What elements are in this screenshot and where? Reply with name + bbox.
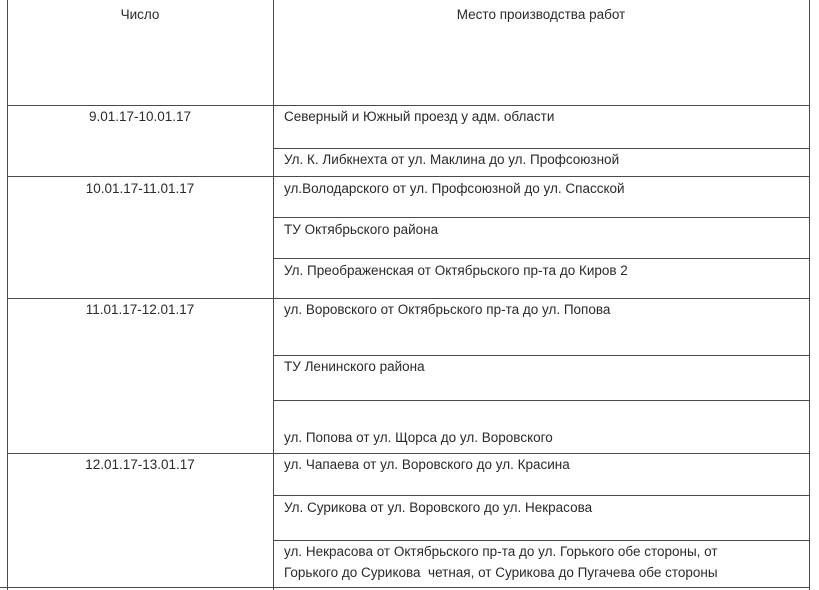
group-divider: [7, 298, 810, 299]
place-cell: ул.Володарского от ул. Профсоюзной до ул. Спасской: [284, 181, 625, 196]
place-cell: Ул. Преображенская от Октябрьского пр-та до Киров 2: [284, 263, 628, 278]
date-cell: 12.01.17-13.01.17: [85, 457, 195, 472]
row-divider: [273, 400, 810, 401]
table-border-right: [809, 0, 810, 590]
group-divider: [7, 453, 810, 454]
place-cell: Северный и Южный проезд у адм. области: [284, 109, 555, 124]
place-cell: ТУ Октябрьского района: [284, 222, 439, 237]
row-divider: [273, 540, 810, 541]
date-cell: 11.01.17-12.01.17: [85, 302, 195, 317]
place-cell: Ул. К. Либкнехта от ул. Маклина до ул. Профсоюзной: [284, 152, 620, 167]
place-cell: Горького до Сурикова четная, от Сурикова до Пугачева обе стороны: [284, 565, 718, 580]
place-cell: Ул. Сурикова от ул. Воровского до ул. Некрасова: [284, 500, 593, 515]
place-cell: ул. Воровского от Октябрьского пр-та до ул. Попова: [284, 302, 611, 317]
row-divider: [273, 495, 810, 496]
column-divider: [273, 0, 274, 590]
group-divider: [7, 176, 810, 177]
row-divider: [273, 217, 810, 218]
row-divider: [273, 148, 810, 149]
place-cell: ул. Попова от ул. Щорса до ул. Воровского: [284, 430, 553, 445]
column-header-date: Число: [120, 7, 160, 22]
date-cell: 10.01.17-11.01.17: [85, 181, 195, 196]
date-cell: 9.01.17-10.01.17: [88, 109, 192, 124]
place-cell: ул. Некрасова от Октябрьского пр-та до ул. Горького обе стороны, от: [284, 544, 718, 559]
column-header-place: Место производства работ: [456, 7, 626, 22]
row-divider: [273, 355, 810, 356]
row-divider: [273, 258, 810, 259]
table-border-bottom: [0, 587, 810, 588]
table-border-left: [7, 0, 8, 590]
place-cell: ТУ Ленинского района: [284, 359, 425, 374]
header-divider: [7, 105, 810, 106]
place-cell: ул. Чапаева от ул. Воровского до ул. Красина: [284, 457, 570, 472]
